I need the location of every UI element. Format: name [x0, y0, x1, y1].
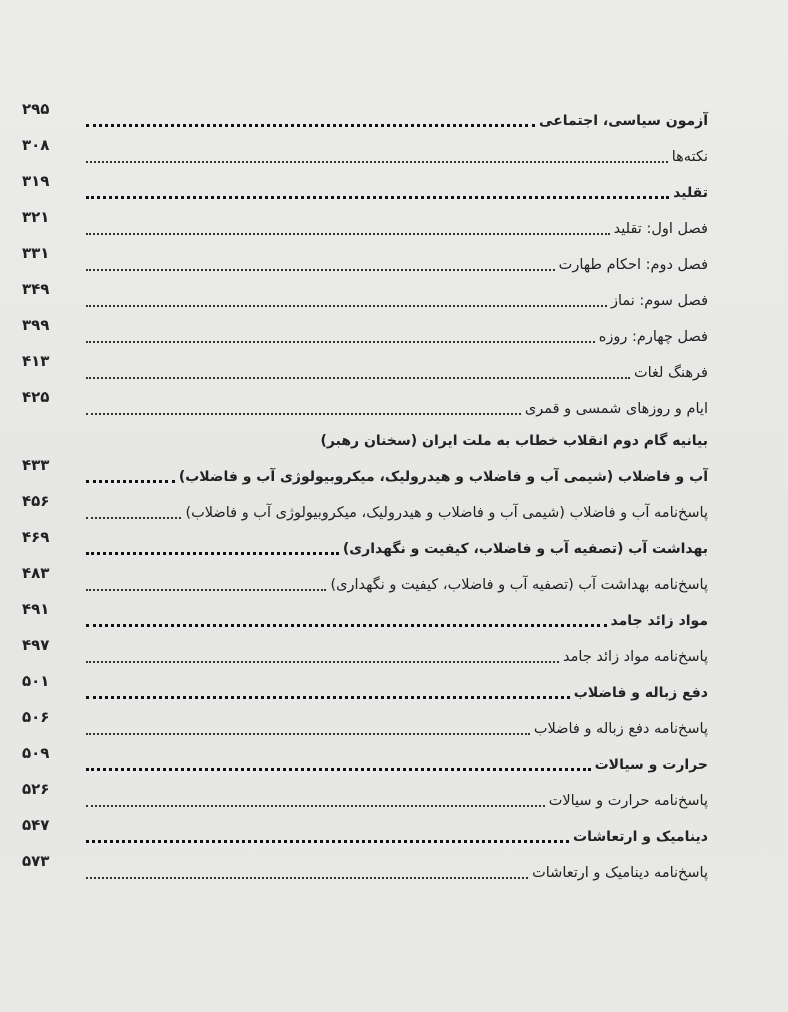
toc-entry	[22, 668, 708, 704]
toc-entry-title: آزمون سیاسی، اجتماعی	[539, 113, 708, 129]
toc-entry-page-number: ۴۹۷	[22, 636, 50, 654]
toc-entry-page-number: ۴۲۵	[22, 388, 50, 406]
toc-entry	[22, 348, 708, 384]
toc-entry-page-number: ۵۲۶	[22, 780, 50, 798]
toc-entry-title: فصل سوم: نماز	[610, 293, 708, 309]
dot-leader	[86, 305, 607, 307]
dot-leader	[86, 805, 545, 807]
toc-entry	[22, 740, 708, 776]
toc-entry-title: پاسخ‌نامه آب و فاضلاب (شیمی آب و فاضلاب و هیدرولیک، میکروبیولوژی آب و فاضلاب)	[185, 505, 708, 521]
dot-leader	[86, 377, 630, 379]
toc-entry-page-number: ۴۶۹	[22, 528, 50, 546]
toc-entry	[22, 848, 708, 884]
toc-entry-title: پاسخ‌نامه مواد زائد جامد	[563, 649, 708, 665]
toc-entry-page-number: ۵۰۱	[22, 672, 50, 690]
toc-entry-title: دفع زباله و فاضلاب	[573, 685, 708, 701]
dot-leader	[86, 624, 607, 627]
toc-entry-title: پاسخ‌نامه دینامیک و ارتعاشات	[532, 865, 708, 881]
toc-entry	[22, 96, 708, 132]
dot-leader	[86, 269, 555, 271]
toc-entry-page-number: ۴۸۳	[22, 564, 50, 582]
table-of-contents	[22, 96, 708, 884]
dot-leader	[86, 589, 326, 591]
toc-entry	[22, 632, 708, 668]
dot-leader	[86, 840, 569, 843]
toc-entry-title: ایام و روزهای شمسی و قمری	[524, 401, 708, 417]
toc-entry-page-number: ۳۲۱	[22, 208, 50, 226]
dot-leader	[86, 124, 535, 127]
toc-entry-title: پاسخ‌نامه دفع زباله و فاضلاب	[533, 721, 708, 737]
toc-entry-title: آب و فاضلاب (شیمی آب و فاضلاب و هیدرولیک، میکروبیولوژی آب و فاضلاب)	[178, 469, 708, 485]
toc-entry-title: دینامیک و ارتعاشات	[573, 829, 708, 845]
toc-entry-page-number: ۳۱۹	[22, 172, 50, 190]
toc-entry	[22, 276, 708, 312]
toc-entry-title: حرارت و سیالات	[594, 757, 708, 773]
dot-leader	[86, 552, 339, 555]
toc-entry	[22, 488, 708, 524]
toc-entry-page-number: ۳۰۸	[22, 136, 50, 154]
toc-entry	[22, 452, 708, 488]
toc-entry-title: فصل چهارم: روزه	[598, 329, 708, 345]
toc-entry	[22, 240, 708, 276]
dot-leader	[86, 661, 559, 663]
toc-entry-title: تقلید	[673, 185, 708, 201]
toc-entry	[22, 560, 708, 596]
dot-leader	[86, 517, 181, 519]
toc-entry-page-number: ۵۰۶	[22, 708, 50, 726]
dot-leader	[86, 196, 669, 199]
toc-entry-title: بهداشت آب (تصفیه آب و فاضلاب، کیفیت و نگهداری)	[342, 541, 708, 557]
toc-entry-page-number: ۵۰۹	[22, 744, 50, 762]
toc-entry	[22, 312, 708, 348]
toc-entry-title: بیانیه گام دوم انقلاب خطاب به ملت ایران (سخنان رهبر)	[320, 433, 708, 449]
dot-leader	[86, 161, 668, 163]
dot-leader	[86, 480, 175, 483]
toc-entry-page-number: ۲۹۵	[22, 100, 50, 118]
toc-entry-page-number: ۳۹۹	[22, 316, 50, 334]
toc-entry-title: فصل اول: تقلید	[613, 221, 708, 237]
toc-entry	[22, 704, 708, 740]
dot-leader	[86, 233, 610, 235]
toc-entry-page-number: ۴۱۳	[22, 352, 50, 370]
toc-entry-title: مواد زائد جامد	[610, 613, 708, 629]
toc-entry-page-number: ۴۳۳	[22, 456, 50, 474]
toc-entry-page-number: ۳۴۹	[22, 280, 50, 298]
toc-entry	[22, 776, 708, 812]
toc-entry-title: پاسخ‌نامه حرارت و سیالات	[548, 793, 708, 809]
toc-entry	[22, 204, 708, 240]
toc-entry	[22, 168, 708, 204]
toc-entry	[22, 420, 708, 452]
dot-leader	[86, 768, 591, 771]
toc-entry-page-number: ۵۷۳	[22, 852, 50, 870]
toc-entry-page-number: ۵۴۷	[22, 816, 50, 834]
toc-entry-title: نکته‌ها	[671, 149, 708, 165]
toc-entry	[22, 596, 708, 632]
toc-entry	[22, 384, 708, 420]
toc-entry-page-number: ۳۳۱	[22, 244, 50, 262]
toc-entry	[22, 132, 708, 168]
toc-entry-title: فصل دوم: احکام طهارت	[558, 257, 708, 273]
toc-entry-title: فرهنگ لغات	[633, 365, 708, 381]
dot-leader	[86, 877, 528, 879]
toc-entry	[22, 524, 708, 560]
dot-leader	[86, 341, 595, 343]
toc-entry-page-number: ۴۵۶	[22, 492, 50, 510]
dot-leader	[86, 696, 570, 699]
toc-entry	[22, 812, 708, 848]
toc-entry-title: پاسخ‌نامه بهداشت آب (تصفیه آب و فاضلاب، کیفیت و نگهداری)	[330, 577, 708, 593]
dot-leader	[86, 413, 521, 415]
toc-entry-page-number: ۴۹۱	[22, 600, 50, 618]
dot-leader	[86, 733, 530, 735]
